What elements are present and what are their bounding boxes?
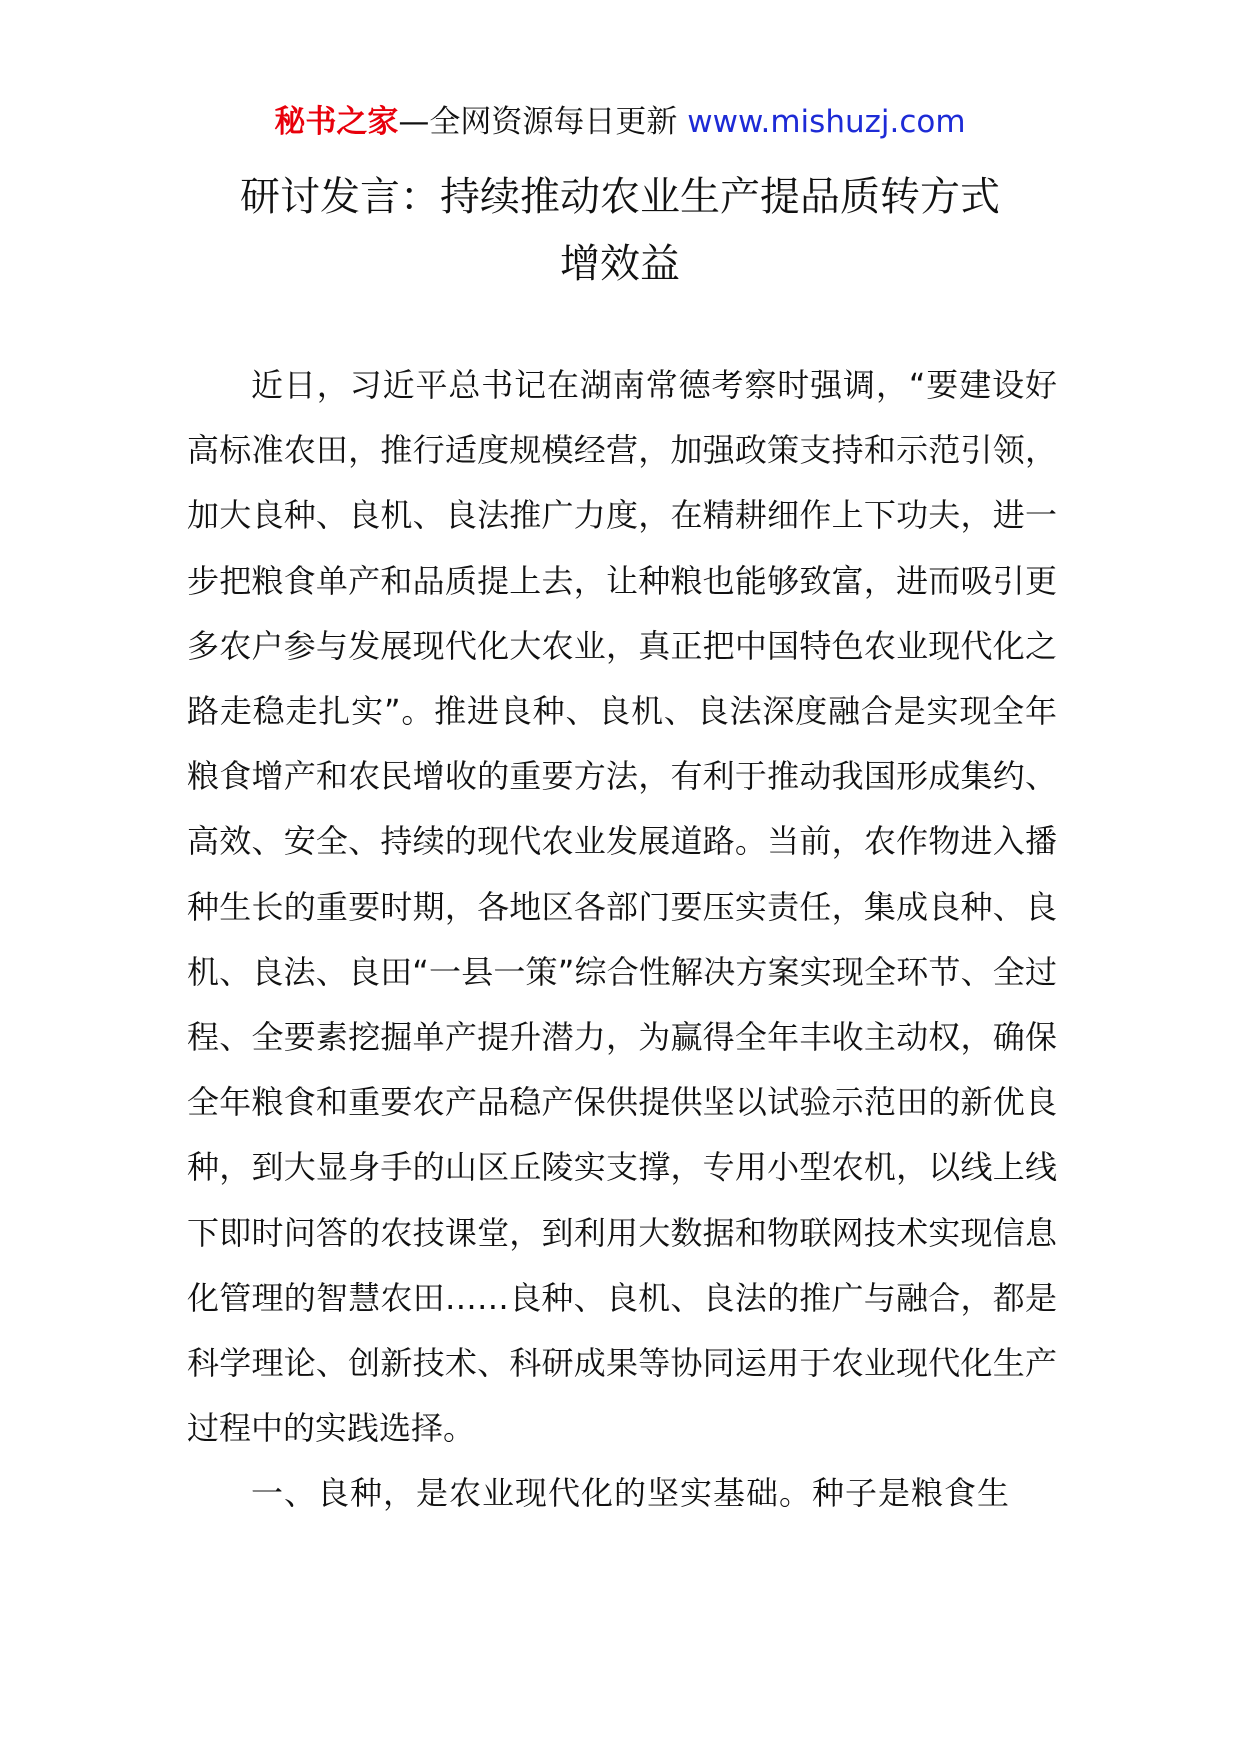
title-line-1: 研讨发言：持续推动农业生产提品质转方式	[240, 174, 1000, 220]
title-line-2: 增效益	[560, 241, 680, 287]
body-paragraph: 近日，习近平总书记在湖南常德考察时强调，“要建设好高标准农田，推行适度规模经营，加强政策支持和示范引领，加大良种、良机、良法推广力度，在精耕细作上下功夫，进一步把粮食单产和品质提上去，让种粮也能够致富，进而吸引更多农户参与发展现代化大农业，真正把中国特色农业现代化之路走稳走扎实”。推进良种、良机、良法深度融合是实现全年粮食增产和农民增收的重要方法，有利于推动我国形成集约、高效、安全、持续的现代农业发展道路。当前，农作物进入播种生长的重要时期，各地区各部门要压实责任，集成良种、良机、良法、良田“一县一策”综合性解决方案实现全环节、全过程、全要素挖掘单产提升潜力，为赢得全年丰收主动权，确保全年粮食和重要农产品稳产保供提供坚以试验示范田的新优良种，到大显身手的山区丘陵实支撑，专用小型农机，以线上线下即时问答的农技课堂，到利用大数据和物联网技术实现信息化管理的智慧农田……良种、良机、良法的推广与融合，都是科学理论、创新技术、科研成果等协同运用于农业现代化生产过程中的实践选择。	[187, 366, 1057, 1448]
site-header	[0, 100, 1240, 144]
brand-name: 秘书之家	[274, 104, 399, 140]
header-tagline: —全网资源每日更新	[398, 104, 688, 140]
section-heading: 一、良种，是农业现代化的坚实基础。种子是粮食生	[251, 1474, 1011, 1513]
document-title	[0, 164, 1240, 298]
site-url-link[interactable]: www.mishuzj.com	[687, 104, 966, 140]
document-body	[187, 353, 1057, 1527]
